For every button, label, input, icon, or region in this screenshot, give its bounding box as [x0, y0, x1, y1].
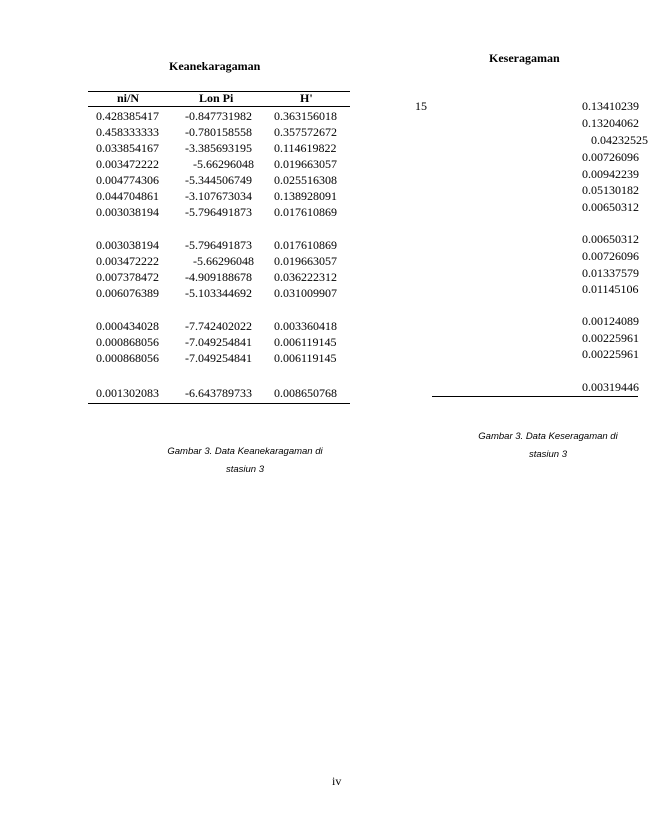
cell-ni-n: 0.003472222	[96, 157, 159, 171]
cell-h-prime: 0.025516308	[274, 173, 337, 187]
cell-lon-pi: -5.344506749	[185, 173, 252, 187]
right-cell: 0.00124089	[582, 314, 639, 328]
cell-ni-n: 0.458333333	[96, 125, 159, 139]
right-cell: 0.00319446	[582, 380, 639, 394]
row-label: 15	[415, 99, 427, 113]
cell-lon-pi: -7.742402022	[185, 319, 252, 333]
cell-lon-pi: -4.909188678	[185, 270, 252, 284]
cell-h-prime: 0.017610869	[274, 205, 337, 219]
caption-line: Gambar 3. Data Keanekaragaman di	[167, 446, 323, 457]
caption-line: stasiun 3	[528, 449, 568, 460]
cell-h-prime: 0.036222312	[274, 270, 337, 284]
cell-ni-n: 0.428385417	[96, 109, 159, 123]
cell-ni-n: 0.000868056	[96, 335, 159, 349]
cell-lon-pi: -0.847731982	[185, 109, 252, 123]
left-table-header-rule	[88, 106, 350, 107]
cell-h-prime: 0.017610869	[274, 238, 337, 252]
caption-line: stasiun 3	[225, 464, 265, 475]
cell-lon-pi: -5.796491873	[185, 238, 252, 252]
cell-h-prime: 0.357572672	[274, 125, 337, 139]
right-table-title: Keseragaman	[489, 51, 560, 65]
right-cell: 0.00225961	[582, 347, 639, 361]
cell-lon-pi: -5.66296048	[193, 157, 254, 171]
right-cell: 0.00650312	[582, 200, 639, 214]
right-table-bottom-rule	[432, 396, 638, 397]
cell-h-prime: 0.008650768	[274, 386, 337, 400]
cell-h-prime: 0.363156018	[274, 109, 337, 123]
cell-ni-n: 0.000868056	[96, 351, 159, 365]
right-cell: 0.00942239	[582, 167, 639, 181]
cell-h-prime: 0.003360418	[274, 319, 337, 333]
cell-lon-pi: -5.796491873	[185, 205, 252, 219]
cell-lon-pi: -7.049254841	[185, 351, 252, 365]
cell-ni-n: 0.007378472	[96, 270, 159, 284]
right-cell: 0.00726096	[582, 249, 639, 263]
right-cell: 0.00650312	[582, 232, 639, 246]
cell-h-prime: 0.138928091	[274, 189, 337, 203]
cell-h-prime: 0.114619822	[274, 141, 337, 155]
right-cell: 0.00726096	[582, 150, 639, 164]
cell-ni-n: 0.044704861	[96, 189, 159, 203]
right-table-caption	[448, 428, 648, 464]
cell-ni-n: 0.003472222	[96, 254, 159, 268]
cell-h-prime: 0.031009907	[274, 286, 337, 300]
cell-ni-n: 0.001302083	[96, 386, 159, 400]
caption-line: Gambar 3. Data Keseragaman di	[478, 431, 618, 442]
right-cell: 0.04232525	[591, 133, 648, 147]
cell-ni-n: 0.003038194	[96, 205, 159, 219]
left-table-bottom-rule	[88, 403, 350, 404]
header-h-prime: H'	[300, 91, 313, 105]
cell-lon-pi: -7.049254841	[185, 335, 252, 349]
cell-lon-pi: -0.780158558	[185, 125, 252, 139]
cell-ni-n: 0.006076389	[96, 286, 159, 300]
right-cell: 0.13410239	[582, 99, 639, 113]
cell-lon-pi: -3.107673034	[185, 189, 252, 203]
cell-ni-n: 0.003038194	[96, 238, 159, 252]
right-cell: 0.01145106	[582, 282, 639, 296]
cell-lon-pi: -5.66296048	[193, 254, 254, 268]
cell-lon-pi: -3.385693195	[185, 141, 252, 155]
cell-h-prime: 0.006119145	[274, 351, 337, 365]
right-cell: 0.05130182	[582, 183, 639, 197]
cell-lon-pi: -5.103344692	[185, 286, 252, 300]
cell-ni-n: 0.004774306	[96, 173, 159, 187]
right-cell: 0.01337579	[582, 266, 639, 280]
left-table-caption	[120, 443, 370, 479]
cell-h-prime: 0.019663057	[274, 254, 337, 268]
cell-lon-pi: -6.643789733	[185, 386, 252, 400]
cell-h-prime: 0.019663057	[274, 157, 337, 171]
left-table-title: Keanekaragaman	[169, 59, 261, 73]
cell-ni-n: 0.000434028	[96, 319, 159, 333]
cell-h-prime: 0.006119145	[274, 335, 337, 349]
header-ni-n: ni/N	[117, 91, 140, 105]
header-lon-pi: Lon Pi	[199, 91, 234, 105]
cell-ni-n: 0.033854167	[96, 141, 159, 155]
right-cell: 0.13204062	[582, 116, 639, 130]
right-cell: 0.00225961	[582, 331, 639, 345]
page-number: iv	[332, 774, 342, 788]
